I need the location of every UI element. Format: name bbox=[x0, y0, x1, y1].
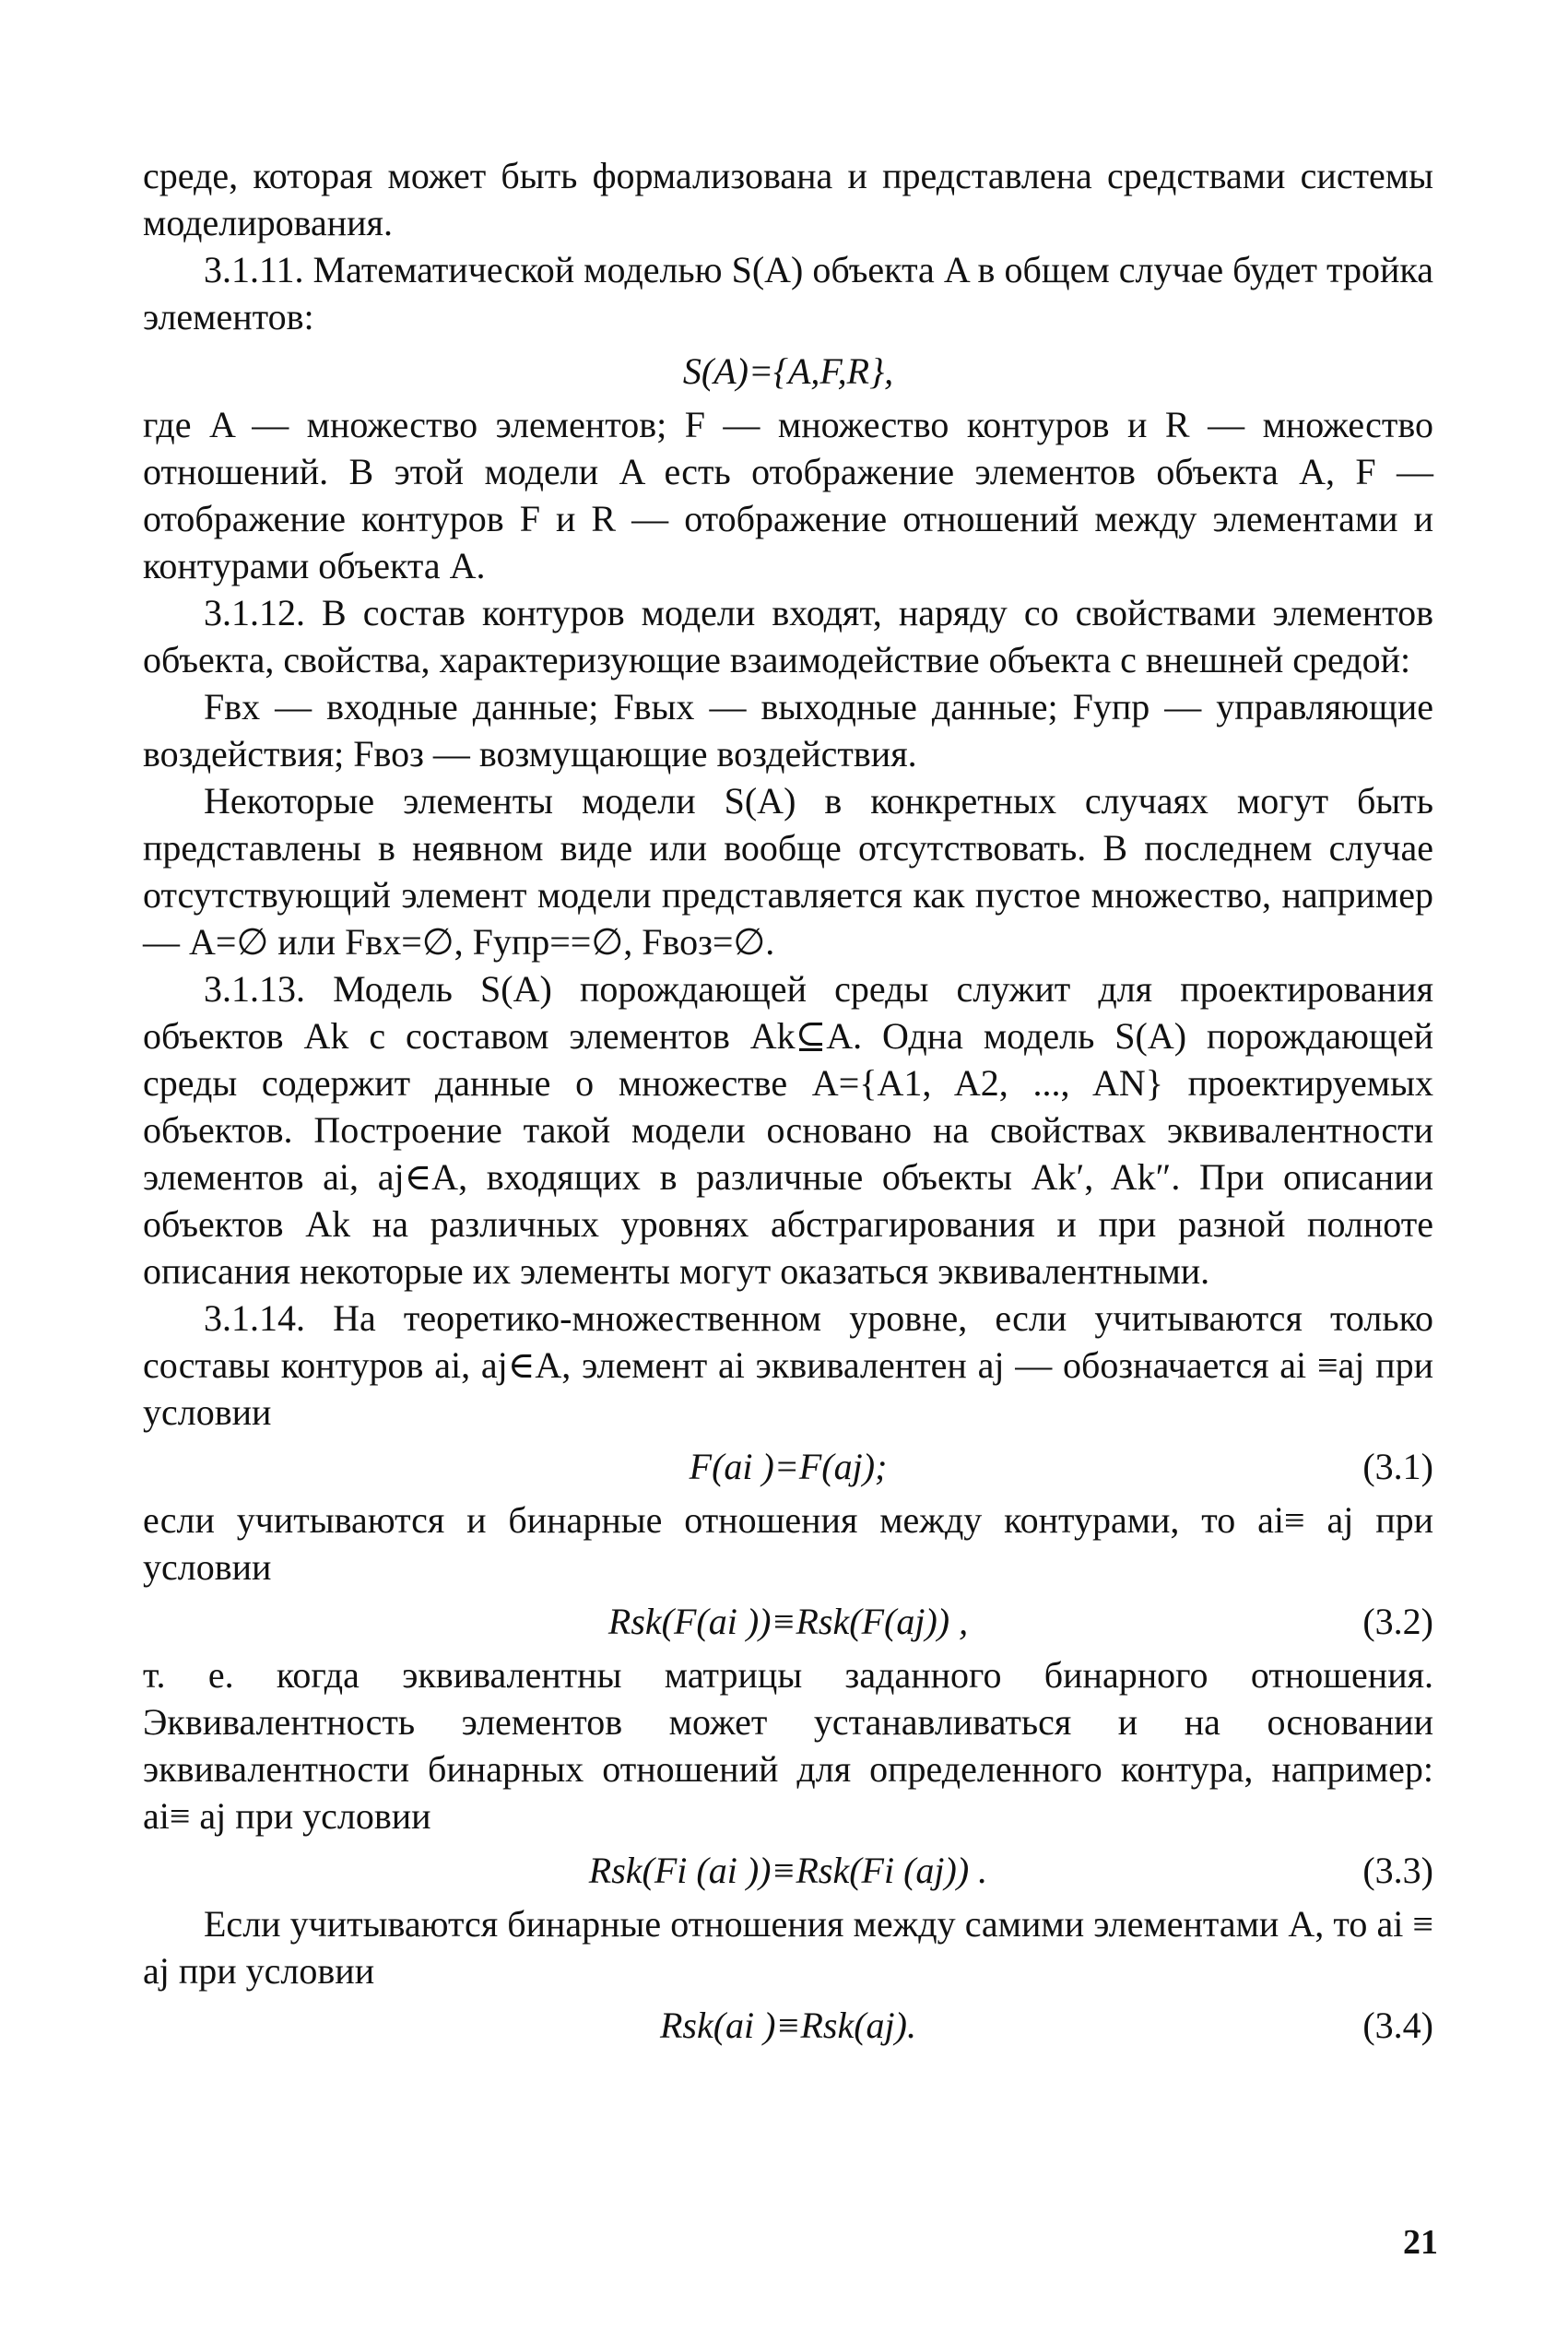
formula-model bbox=[143, 346, 1433, 397]
page-number: 21 bbox=[1403, 2223, 1438, 2262]
formula-3-1 bbox=[143, 1441, 1433, 1493]
formula-3-1-number: (3.1) bbox=[1362, 1446, 1433, 1487]
paragraph-3-1-14: 3.1.14. На теоретико-множественном уровне, если учитываются только составы контуров ai, aj∈A, элемент ai эквивалентен aj — обозначается ai ≡aj при условии bbox=[143, 1297, 1433, 1433]
paragraph-3-1-12: 3.1.12. В состав контуров модели входят, наряду со свойствами элементов объекта, свойства, характеризующие взаимодействие объекта с внешней средой: bbox=[143, 592, 1433, 680]
paragraph-continuation: среде, которая может быть формализована и представлена средствами системы моделирования. bbox=[143, 155, 1433, 243]
text-column bbox=[143, 152, 1433, 2055]
formula-3-2 bbox=[143, 1596, 1433, 1648]
paragraph-contour-list: Fвх — входные данные; Fвых — выходные данные; Fупр — управляющие воздействия; Fвоз — возмущающие воздействия. bbox=[143, 686, 1433, 775]
formula-3-1-expression: F(ai )=F(aj); bbox=[689, 1446, 888, 1487]
paragraph-element-relations: Если учитываются бинарные отношения между самими элементами A, то ai ≡ aj при условии bbox=[143, 1903, 1433, 1992]
paragraph-3-1-11: 3.1.11. Математической моделью S(A) объекта A в общем случае будет тройка элементов: bbox=[143, 249, 1433, 337]
paragraph-binary-contours: если учитываются и бинарные отношения между контурами, то ai≡ aj при условии bbox=[143, 1499, 1433, 1588]
formula-3-3-number: (3.3) bbox=[1362, 1850, 1433, 1891]
paragraph-3-1-13: 3.1.13. Модель S(A) порождающей среды служит для проектирования объектов Ak с составом элементов Ak⊆A. Одна модель S(A) порождающей среды содержит данные о множестве A={A1, A2, ..., AN} проектируемых объектов. Построение такой модели основано на свойствах эквивалентности элементов ai, aj∈A, входящих в различные объекты Ak′, Ak″. При описании объектов Ak на различных уровнях абстрагирования и при разной полноте описания некоторые их элементы могут оказаться эквивалентными. bbox=[143, 968, 1433, 1292]
formula-3-4 bbox=[143, 2000, 1433, 2052]
formula-3-2-expression: Rsk(F(ai ))≡Rsk(F(aj)) , bbox=[607, 1601, 969, 1642]
paragraph-model-explanation: где A — множество элементов; F — множество контуров и R — множество отношений. В этой модели A есть отображение элементов объекта A, F — отображение контуров F и R — отображение отношений между элементами и контурами объекта A. bbox=[143, 404, 1433, 586]
paragraph-matrix-equivalence: т. е. когда эквивалентны матрицы заданного бинарного отношения. Эквивалентность элементов может устанавливаться и на основании эквивалентности бинарных отношений для определенного контура, например: ai≡ aj при условии bbox=[143, 1654, 1433, 1837]
formula-model-expression: S(A)={A,F,R}, bbox=[682, 350, 894, 392]
formula-3-3-expression: Rsk(Fi (ai ))≡Rsk(Fi (aj)) . bbox=[588, 1850, 988, 1891]
paragraph-implicit-elements: Некоторые элементы модели S(A) в конкретных случаях могут быть представлены в неявном виде или вообще отсутствовать. В последнем случае отсутствующий элемент модели представляется как пустое множество, например — A=∅ или Fвх=∅, Fупр==∅, Fвоз=∅. bbox=[143, 780, 1433, 963]
formula-3-4-expression: Rsk(ai )≡Rsk(aj). bbox=[659, 2005, 916, 2046]
formula-3-2-number: (3.2) bbox=[1362, 1601, 1433, 1642]
formula-3-4-number: (3.4) bbox=[1362, 2005, 1433, 2046]
formula-3-3 bbox=[143, 1845, 1433, 1897]
